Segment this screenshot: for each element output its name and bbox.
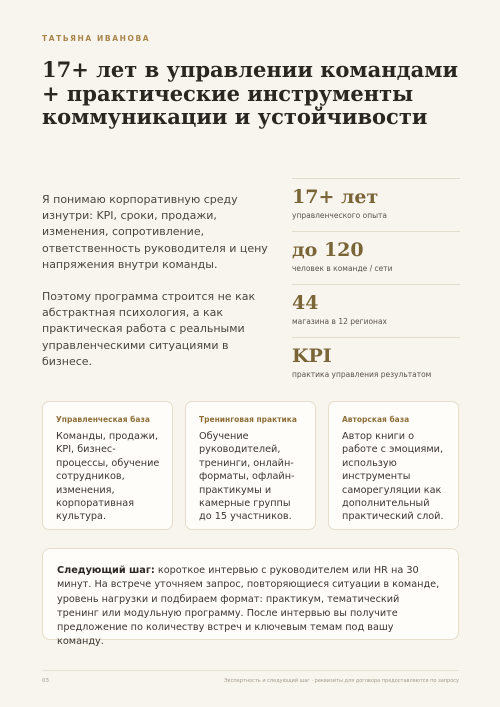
card-author-base xyxy=(328,401,459,530)
stat-value: до 120 xyxy=(292,239,364,261)
stat-team-size xyxy=(292,231,460,284)
card-title: Авторская база xyxy=(342,415,410,424)
card-text: Автор книги о работе с эмоциями, использую инструменты саморегуляции как дополнительный практический слой. xyxy=(342,431,444,523)
card-training-practice xyxy=(185,401,316,530)
stat-experience xyxy=(292,178,460,231)
stat-value: KPI xyxy=(292,345,332,367)
stat-label: человек в команде / сети xyxy=(292,264,393,273)
stats-list xyxy=(292,178,460,390)
footer-divider xyxy=(42,670,459,671)
card-text: Обучение руководителей, тренинги, онлайн-форматы, офлайн-практикумы и камерные группы до 15 участников. xyxy=(199,431,295,523)
stat-label: управленческого опыта xyxy=(292,211,388,220)
page-title: 17+ лет в управлении командами + практические инструменты коммуникации и устойчивости xyxy=(42,57,459,129)
footer-note: Экспертность и следующий шаг · реквизиты для договора предоставляются по запросу xyxy=(224,678,459,684)
stat-label: практика управления результатом xyxy=(292,370,432,379)
card-management-base xyxy=(42,401,173,530)
stat-kpi xyxy=(292,337,460,390)
intro-text xyxy=(42,192,272,370)
intro-paragraph-1: Я понимаю корпоративную среду изнутри: KPI, сроки, продажи, изменения, сопротивление, ответственность руководителя и цену напряжения внутри команды. xyxy=(42,193,268,271)
intro-paragraph-2: Поэтому программа строится не как абстрактная психология, а как практическая работа с реальными управленческими ситуациями в бизнесе. xyxy=(42,290,256,368)
stat-stores xyxy=(292,284,460,337)
stat-label: магазина в 12 регионах xyxy=(292,317,387,326)
page-number: 03 xyxy=(42,678,49,684)
card-title: Управленческая база xyxy=(56,415,150,424)
feature-cards xyxy=(42,401,459,530)
card-title: Тренинговая практика xyxy=(199,415,297,424)
next-step-label: Следующий шаг: xyxy=(57,565,155,576)
stat-value: 44 xyxy=(292,292,319,314)
next-step-text: короткое интервью с руководителем или HR на 30 минут. На встрече уточняем запрос, повторяющиеся ситуации в команде, уровень нагрузки и подбираем формат: практикум, тематический тренинг или модульную программу. После интервью вы получите предложение по количеству встреч и ключевым темам под вашу команду. xyxy=(57,565,440,648)
next-step-box xyxy=(42,548,459,648)
author-name: ТАТЬЯНА ИВАНОВА xyxy=(42,34,151,43)
card-text: Команды, продажи, KPI, бизнес-процессы, обучение сотрудников, изменения, корпоративная культура. xyxy=(56,431,160,523)
stat-value: 17+ лет xyxy=(292,186,379,208)
